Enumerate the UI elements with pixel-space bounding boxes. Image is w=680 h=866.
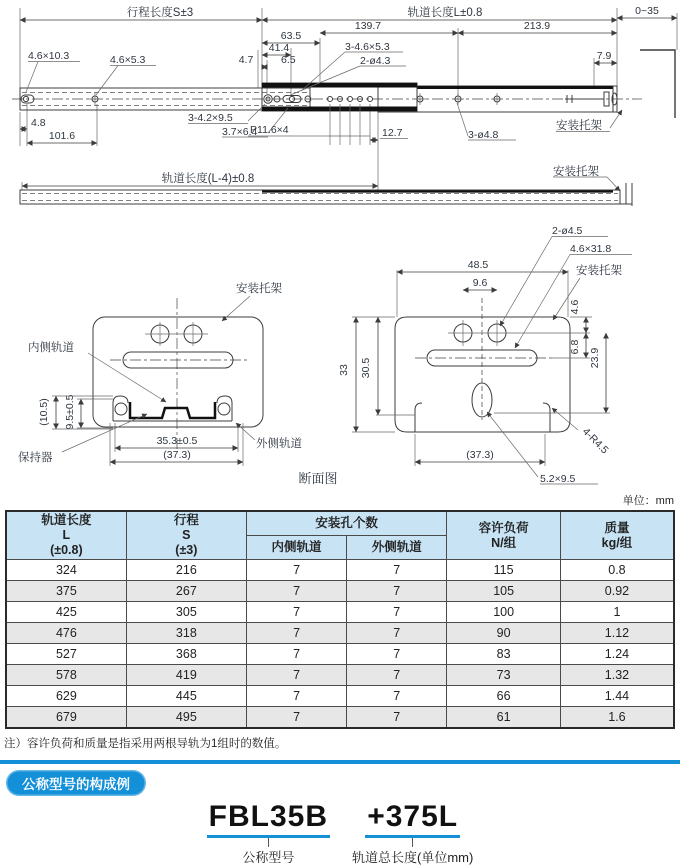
label-mounting-bracket-1: 安装托架 <box>556 120 602 132</box>
cell-inner-holes: 7 <box>246 581 346 602</box>
rail-cross-section <box>113 396 232 421</box>
dim-33: 33 <box>338 364 350 376</box>
cell-length: 578 <box>6 665 126 686</box>
cell-load: 90 <box>447 623 561 644</box>
dim-7-9: 7.9 <box>596 50 612 62</box>
label-hole-3-4-2x9-5: 3-4.2×9.5 <box>188 112 233 124</box>
label-hole-3-4-6x5-3: 3-4.6×5.3 <box>345 41 390 53</box>
cell-length: 476 <box>6 623 126 644</box>
dim-4-8: 4.8 <box>31 117 46 129</box>
dim-adjust-range: 0~35 <box>635 5 659 17</box>
leader-tick <box>412 838 413 847</box>
cell-inner-holes: 7 <box>246 602 346 623</box>
table-row <box>6 623 674 644</box>
label-bracket-right-section: 安装托架 <box>576 265 622 277</box>
label-slot-4-6x31-8: 4.6×31.8 <box>570 243 612 255</box>
cell-length: 375 <box>6 581 126 602</box>
label-bracket-left-section: 安装托架 <box>236 283 282 295</box>
section-view-caption: 断面图 <box>298 471 338 486</box>
table-row <box>6 686 674 707</box>
dim-9-5: 9.5±0.5 <box>64 394 76 430</box>
dim-35-3: 35.3±0.5 <box>156 435 198 447</box>
cell-stroke: 419 <box>126 665 246 686</box>
col-header-rail-length-line1: 轨道长度 <box>41 513 92 527</box>
cell-mass: 1.44 <box>560 686 674 707</box>
col-header-load-line2: N/组 <box>491 535 517 550</box>
cell-outer-holes: 7 <box>347 581 447 602</box>
cell-stroke: 445 <box>126 686 246 707</box>
cell-mass: 1.12 <box>560 623 674 644</box>
table-row <box>6 644 674 665</box>
label-mounting-bracket-2: 安装托架 <box>553 166 599 178</box>
cell-stroke: 305 <box>126 602 246 623</box>
col-header-stroke-line3: (±3) <box>175 543 198 557</box>
cell-outer-holes: 7 <box>347 707 447 729</box>
dim-12-7: 12.7 <box>382 127 403 139</box>
cross-section-right <box>338 225 632 485</box>
dim-63-5: 63.5 <box>280 30 302 42</box>
dim-rail-length: 轨道长度L±0.8 <box>407 7 483 19</box>
label-hole-4-6x10-3: 4.6×10.3 <box>28 50 70 62</box>
cell-load: 105 <box>447 581 561 602</box>
spec-table-header <box>6 511 674 560</box>
cell-mass: 1.6 <box>560 707 674 729</box>
col-header-outer-rail: 外侧轨道 <box>347 536 447 560</box>
model-series-code: FBL35B <box>207 800 330 838</box>
cell-length: 629 <box>6 686 126 707</box>
dim-30-5: 30.5 <box>360 357 372 379</box>
table-row <box>6 707 674 729</box>
dim-4-7: 4.7 <box>238 54 254 66</box>
dim-37-3-right: (37.3) <box>466 449 494 461</box>
closed-rail-view <box>20 164 632 206</box>
model-number-example <box>0 800 680 866</box>
spec-table <box>5 510 675 729</box>
cell-load: 61 <box>447 707 561 729</box>
col-header-rail-length-line3: (±0.8) <box>50 543 83 557</box>
cell-stroke: 495 <box>126 707 246 729</box>
dim-37-3-left: (37.3) <box>163 449 191 461</box>
label-hole-3-d4-8: 3-ø4.8 <box>468 129 499 141</box>
cell-length: 527 <box>6 644 126 665</box>
cell-load: 83 <box>447 644 561 665</box>
dim-213-9: 213.9 <box>523 20 551 32</box>
col-header-mass-line2: kg/组 <box>601 535 633 550</box>
label-outer-rail: 外侧轨道 <box>256 438 302 450</box>
dim-9-6: 9.6 <box>472 277 488 289</box>
cell-length: 679 <box>6 707 126 729</box>
cell-length: 425 <box>6 602 126 623</box>
col-header-inner-rail: 内侧轨道 <box>246 536 346 560</box>
cell-load: 66 <box>447 686 561 707</box>
dim-6-8: 6.8 <box>569 339 581 355</box>
cell-mass: 0.92 <box>560 581 674 602</box>
col-header-load-line1: 容许负荷 <box>478 520 529 535</box>
unit-label: 单位：mm <box>622 495 674 507</box>
label-hole-4-6x5-3: 4.6×5.3 <box>110 54 146 66</box>
col-header-load <box>447 511 561 560</box>
cell-outer-holes: 7 <box>347 602 447 623</box>
cell-length: 324 <box>6 560 126 581</box>
cell-outer-holes: 7 <box>347 644 447 665</box>
model-length-block <box>352 800 473 866</box>
label-retainer: 保持器 <box>18 452 53 464</box>
cross-section-left <box>18 281 338 486</box>
cell-load: 73 <box>447 665 561 686</box>
cell-inner-holes: 7 <box>246 560 346 581</box>
cell-inner-holes: 7 <box>246 644 346 665</box>
cell-stroke: 216 <box>126 560 246 581</box>
table-row <box>6 665 674 686</box>
label-inner-rail: 内侧轨道 <box>28 342 74 354</box>
cell-mass: 1.32 <box>560 665 674 686</box>
dim-stroke-length: 行程长度S±3 <box>126 7 194 19</box>
dim-48-5: 48.5 <box>467 259 489 271</box>
model-example-badge: 公称型号的构成例 <box>6 770 146 796</box>
col-header-mass-line1: 质量 <box>604 520 630 535</box>
col-header-rail-length <box>6 511 126 560</box>
dim-41-4: 41.4 <box>268 42 290 54</box>
dim-101-6: 101.6 <box>48 130 76 142</box>
label-hole-2-d4-5: 2-ø4.5 <box>552 225 583 237</box>
cell-load: 100 <box>447 602 561 623</box>
dim-23-9: 23.9 <box>589 347 601 369</box>
table-footnote: 注）容许负荷和质量是指采用两根导轨为1组时的数值。 <box>4 738 287 750</box>
model-series-block <box>207 800 330 866</box>
dim-4-r4-5: 4-R4.5 <box>579 425 611 457</box>
dim-10-5: (10.5) <box>38 398 50 426</box>
table-row <box>6 602 674 623</box>
cell-load: 115 <box>447 560 561 581</box>
cell-outer-holes: 7 <box>347 623 447 644</box>
cell-inner-holes: 7 <box>246 623 346 644</box>
col-header-hole-count-group: 安装孔个数 <box>246 511 446 536</box>
cell-stroke: 267 <box>126 581 246 602</box>
table-row <box>6 560 674 581</box>
dim-closed-length: 轨道长度(L-4)±0.8 <box>161 173 255 185</box>
cell-stroke: 368 <box>126 644 246 665</box>
col-header-mass <box>560 511 674 560</box>
cell-mass: 0.8 <box>560 560 674 581</box>
leader-tick <box>268 838 269 847</box>
cell-outer-holes: 7 <box>347 686 447 707</box>
col-header-stroke <box>126 511 246 560</box>
dim-139-7: 139.7 <box>354 20 382 32</box>
cell-stroke: 318 <box>126 623 246 644</box>
extended-rail-view <box>12 5 677 190</box>
label-slot-5-2x9-5: 5.2×9.5 <box>540 473 576 485</box>
dim-4-6: 4.6 <box>569 299 581 315</box>
cell-inner-holes: 7 <box>246 686 346 707</box>
model-length-code: +375L <box>365 800 460 838</box>
col-header-stroke-line2: S <box>182 528 191 542</box>
cell-inner-holes: 7 <box>246 665 346 686</box>
model-series-label: 公称型号 <box>242 850 295 865</box>
label-hole-3-7x6-4: 3.7×6.4 <box>222 126 258 138</box>
model-length-label: 轨道总长度(单位mm) <box>352 850 474 865</box>
cell-mass: 1 <box>560 602 674 623</box>
mounting-wall-edge <box>640 50 675 118</box>
cell-mass: 1.24 <box>560 644 674 665</box>
label-hole-2-d4-3: 2-ø4.3 <box>360 55 391 67</box>
table-row <box>6 581 674 602</box>
col-header-stroke-line1: 行程 <box>173 513 199 527</box>
dim-6-5: 6.5 <box>281 54 296 66</box>
col-header-rail-length-line2: L <box>62 528 71 542</box>
cell-outer-holes: 7 <box>347 665 447 686</box>
end-bracket-bolt <box>565 92 617 106</box>
middle-rail-holes <box>264 95 373 145</box>
cell-outer-holes: 7 <box>347 560 447 581</box>
cell-inner-holes: 7 <box>246 707 346 729</box>
label-pitch-p11-6x4: P11.6×4 <box>250 124 289 136</box>
